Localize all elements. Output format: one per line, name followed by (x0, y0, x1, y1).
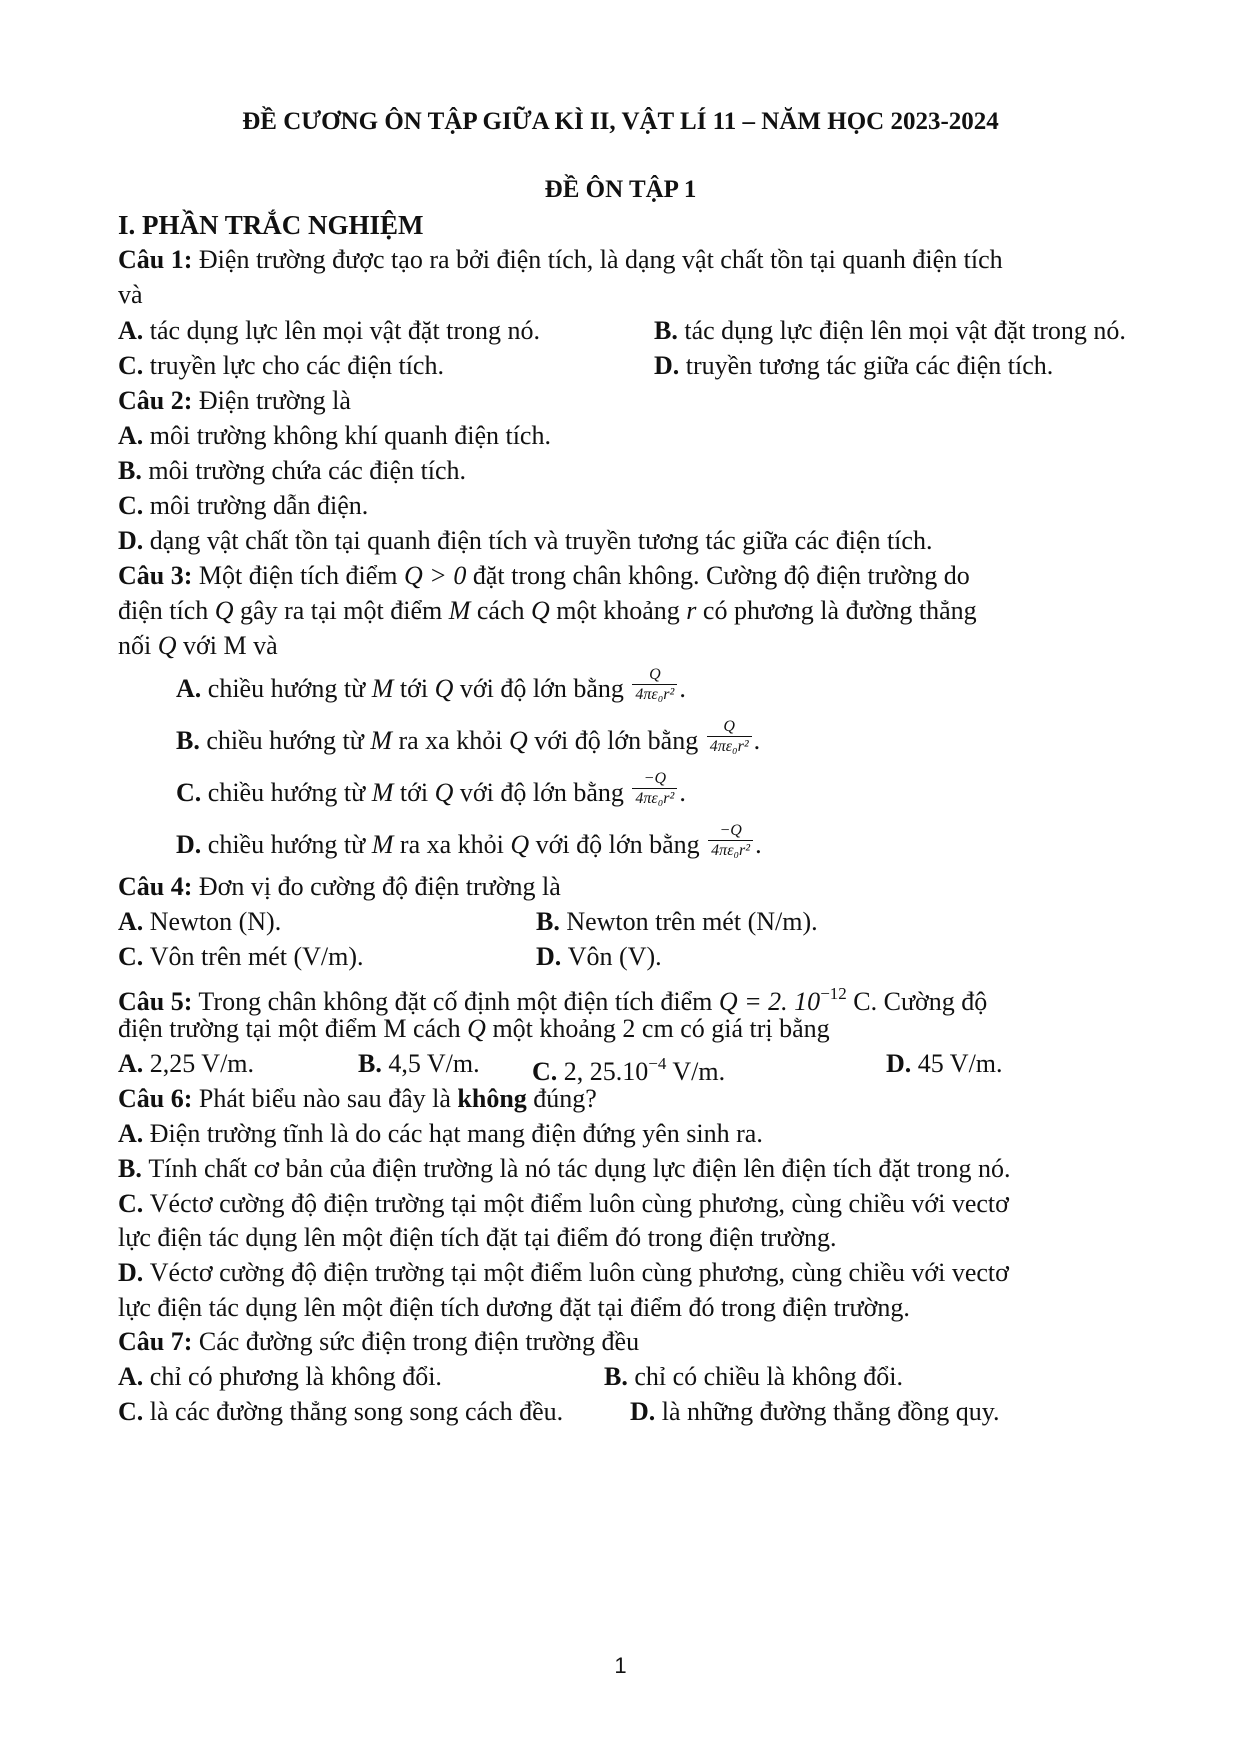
question-6-option-a (118, 1117, 1131, 1151)
question-1-stem-cont: và (118, 280, 143, 309)
text-segment: 4πε₀r² (708, 840, 753, 860)
text-segment: truyền lực cho các điện tích. (149, 351, 444, 380)
option-c (118, 351, 444, 380)
text-segment: B. (358, 1049, 389, 1078)
text-segment: D. (654, 351, 686, 380)
text-group (630, 1395, 1000, 1429)
text-segment: D. (176, 830, 208, 859)
exam-subtitle: ĐỀ ÔN TẬP 1 (544, 176, 697, 203)
text-segment: Phát biểu nào sau đây là (192, 1084, 458, 1113)
question-3-option-b (176, 718, 1131, 762)
text-segment: 4πε₀r² (632, 684, 677, 704)
question-7-options-row2 (118, 1395, 1131, 1429)
text-segment: M (371, 830, 394, 859)
text-segment: Véctơ cường độ điện trường tại một điểm luôn cùng phương, cùng chiều với vectơ (149, 1258, 1009, 1287)
text-segment: điện trường tại một điểm M cách (118, 1014, 468, 1043)
text-segment: với độ lớn bằng (529, 830, 707, 859)
option-d (654, 349, 1053, 383)
text-segment: Câu 7: (118, 1327, 193, 1356)
text-segment: Q (510, 830, 530, 859)
text-segment: D. (536, 942, 568, 971)
text-segment: C. Cường độ (846, 987, 988, 1016)
question-1-stem (118, 243, 1131, 277)
text-segment: −12 (820, 984, 847, 1003)
question-2-option-d (118, 524, 1131, 558)
question-6-option-c (118, 1187, 1131, 1221)
text-segment: M (448, 596, 471, 625)
text-segment: M (371, 778, 394, 807)
text-segment: M (370, 726, 392, 755)
text-segment: D. (118, 1258, 150, 1287)
text-group (118, 1397, 563, 1426)
text-segment: Newton (N). (149, 907, 282, 936)
text-segment: Q (531, 596, 550, 625)
section-heading: I. PHẦN TRẮC NGHIỆM (118, 210, 424, 240)
text-segment: A. (118, 316, 150, 345)
text-segment: 2, 25.10 (563, 1057, 649, 1086)
text-segment: Q (434, 778, 454, 807)
text-segment: tác dụng lực lên mọi vật đặt trong nó. (149, 316, 541, 345)
text-segment: Các đường sức điện trong điện trường đều (192, 1327, 640, 1356)
text-segment: C. (118, 1397, 150, 1426)
question-3-stem (118, 559, 1131, 593)
formula-fraction (708, 822, 753, 860)
question-6-option-d (118, 1256, 1131, 1290)
question-7-options-row1 (118, 1360, 1131, 1394)
text-segment: Q (508, 726, 528, 755)
text-segment: B. (604, 1362, 635, 1391)
text-segment: . (679, 674, 686, 703)
text-segment: cách (470, 596, 532, 625)
text-segment: Điện trường tĩnh là do các hạt mang điện đứng yên sinh ra. (149, 1119, 763, 1148)
question-1-options-row2 (118, 349, 1131, 383)
text-segment: r (686, 596, 697, 625)
text-segment: B. (118, 456, 149, 485)
text-segment: một khoảng 2 cm có giá trị bằng (485, 1014, 830, 1043)
text-segment: với độ lớn bằng (453, 674, 631, 703)
question-3-stem-cont2 (118, 629, 1131, 663)
text-segment: C. (118, 1189, 150, 1218)
text-group (536, 905, 818, 939)
question-3-option-d (176, 822, 1131, 866)
formula-fraction (632, 666, 677, 704)
text-segment: . (755, 830, 762, 859)
text-segment: −4 (648, 1054, 667, 1073)
text-segment: Điện trường là (192, 386, 351, 415)
question-4-stem (118, 870, 1131, 904)
text-segment: Câu 3: (118, 561, 193, 590)
question-text: Điện trường được tạo ra bởi điện tích, là dạng vật chất tồn tại quanh điện tích (192, 245, 1003, 274)
text-segment: với độ lớn bằng (453, 778, 631, 807)
text-segment: với độ lớn bằng (527, 726, 705, 755)
question-2-option-c (118, 489, 1131, 523)
text-group (886, 1047, 1003, 1081)
text-segment: 4,5 V/m. (388, 1049, 480, 1078)
text-segment: A. (118, 1119, 150, 1148)
text-segment: Q (157, 631, 177, 660)
text-segment: Q = 2. 10 (718, 987, 821, 1016)
text-segment: Vôn (V). (567, 942, 662, 971)
text-segment: tới (393, 674, 435, 703)
text-segment: C. (118, 491, 150, 520)
question-1-options-row1 (118, 314, 1131, 348)
text-segment: Q (434, 674, 454, 703)
text-segment: ra xa khỏi (393, 830, 511, 859)
text-segment: môi trường không khí quanh điện tích. (149, 421, 551, 450)
question-3-stem-cont (118, 594, 1131, 628)
text-group (118, 907, 281, 936)
text-segment: với M và (176, 631, 278, 660)
option-b (654, 314, 1126, 348)
text-segment: có phương là đường thẳng (696, 596, 977, 625)
text-segment: Câu 2: (118, 386, 193, 415)
question-3-option-c (176, 770, 1131, 814)
text-segment: Q (723, 718, 735, 736)
text-segment: tới (393, 778, 435, 807)
text-segment: điện tích (118, 596, 215, 625)
text-segment: Q (649, 666, 661, 684)
text-segment: Vôn trên mét (V/m). (149, 942, 364, 971)
text-segment: V/m. (666, 1057, 726, 1086)
text-segment: A. (118, 421, 150, 450)
text-segment: truyền tương tác giữa các điện tích. (685, 351, 1054, 380)
text-segment: gây ra tại một điểm (233, 596, 449, 625)
text-segment: C. (532, 1057, 564, 1086)
text-segment: môi trường dẫn điện. (149, 491, 369, 520)
text-segment: D. (118, 526, 150, 555)
text-segment: không (457, 1084, 527, 1113)
text-segment: B. (176, 726, 207, 755)
text-segment: Q (467, 1014, 486, 1043)
text-segment: D. (886, 1049, 918, 1078)
text-segment: tác dụng lực điện lên mọi vật đặt trong nó. (684, 316, 1126, 345)
text-segment: Một điện tích điểm (192, 561, 404, 590)
text-group (118, 1049, 254, 1078)
question-4-options-row2 (118, 940, 1131, 974)
text-segment: A. (118, 1049, 150, 1078)
text-segment: Newton trên mét (N/m). (566, 907, 818, 936)
formula-fraction (632, 770, 677, 808)
text-group (358, 1047, 480, 1081)
question-3-option-a (176, 666, 1131, 710)
text-segment: A. (176, 674, 208, 703)
text-segment: 45 V/m. (917, 1049, 1003, 1078)
question-6-option-d-cont: lực điện tác dụng lên một điện tích dương đặt tại điểm đó trong điện trường. (118, 1293, 910, 1322)
text-group (536, 940, 662, 974)
question-6-stem (118, 1082, 1131, 1116)
text-segment: D. (630, 1397, 662, 1426)
text-segment: Q > 0 (404, 561, 467, 590)
document-title: ĐỀ CƯƠNG ÔN TẬP GIỮA KÌ II, VẬT LÍ 11 – NĂM HỌC 2023-2024 (242, 108, 999, 135)
text-segment: chỉ có chiều là không đổi. (634, 1362, 903, 1391)
text-segment: chiều hướng từ (207, 778, 372, 807)
text-segment: chiều hướng từ (207, 830, 372, 859)
text-segment: Câu 5: (118, 987, 193, 1016)
question-6-option-c-cont: lực điện tác dụng lên một điện tích đặt tại điểm đó trong điện trường. (118, 1223, 837, 1252)
text-segment: Đơn vị đo cường độ điện trường là (192, 872, 561, 901)
text-segment: . (753, 726, 761, 755)
text-segment: một khoảng (549, 596, 687, 625)
text-segment: đúng? (526, 1084, 597, 1113)
text-segment: 4πε₀r² (707, 736, 752, 756)
text-segment: Q (214, 596, 234, 625)
question-5-stem-cont (118, 1012, 1131, 1046)
text-segment: dạng vật chất tồn tại quanh điện tích và truyền tương tác giữa các điện tích. (149, 526, 933, 555)
text-segment: 4πε₀r² (632, 788, 677, 808)
text-segment: chỉ có phương là không đổi. (149, 1362, 442, 1391)
text-segment: −Q (719, 822, 742, 840)
text-segment: C. (176, 778, 208, 807)
text-segment: B. (536, 907, 567, 936)
question-2-option-a (118, 419, 1131, 453)
text-segment: A. (118, 907, 150, 936)
text-segment: Câu 6: (118, 1084, 193, 1113)
question-4-options-row1 (118, 905, 1131, 939)
question-6-option-b (118, 1152, 1131, 1186)
text-segment: M (371, 674, 394, 703)
text-group (604, 1360, 903, 1394)
question-2-option-b (118, 454, 1131, 488)
text-segment: . (679, 778, 686, 807)
text-segment: 2,25 V/m. (149, 1049, 255, 1078)
question-2-stem (118, 384, 1131, 418)
question-label: Câu 1: (118, 245, 193, 274)
text-segment: A. (118, 1362, 150, 1391)
text-segment: môi trường chứa các điện tích. (148, 456, 467, 485)
question-7-stem (118, 1325, 1131, 1359)
page-number: 1 (614, 1653, 627, 1678)
text-segment: C. (118, 351, 150, 380)
text-segment: C. (118, 942, 150, 971)
text-segment: Câu 4: (118, 872, 193, 901)
text-segment: −Q (643, 770, 667, 788)
text-segment: ra xa khỏi (391, 726, 509, 755)
text-segment: chiều hướng từ (207, 674, 372, 703)
text-group (118, 942, 364, 971)
text-segment: B. (118, 1154, 149, 1183)
text-segment: Trong chân không đặt cố định một điện tích điểm (192, 987, 719, 1016)
text-segment: chiều hướng từ (206, 726, 371, 755)
text-segment: Tính chất cơ bản của điện trường là nó tác dụng lực điện lên điện tích đặt trong nó. (148, 1154, 1011, 1183)
text-segment: đặt trong chân không. Cường độ điện trường do (466, 561, 970, 590)
formula-fraction (707, 718, 752, 756)
text-group (118, 1362, 442, 1391)
text-segment: Véctơ cường độ điện trường tại một điểm luôn cùng phương, cùng chiều với vectơ (149, 1189, 1009, 1218)
text-segment: B. (654, 316, 685, 345)
text-segment: nối (118, 631, 158, 660)
text-segment: là các đường thẳng song song cách đều. (149, 1397, 564, 1426)
text-segment: là những đường thẳng đồng quy. (661, 1397, 1000, 1426)
option-a (118, 316, 540, 345)
question-5-options (118, 1047, 1131, 1086)
